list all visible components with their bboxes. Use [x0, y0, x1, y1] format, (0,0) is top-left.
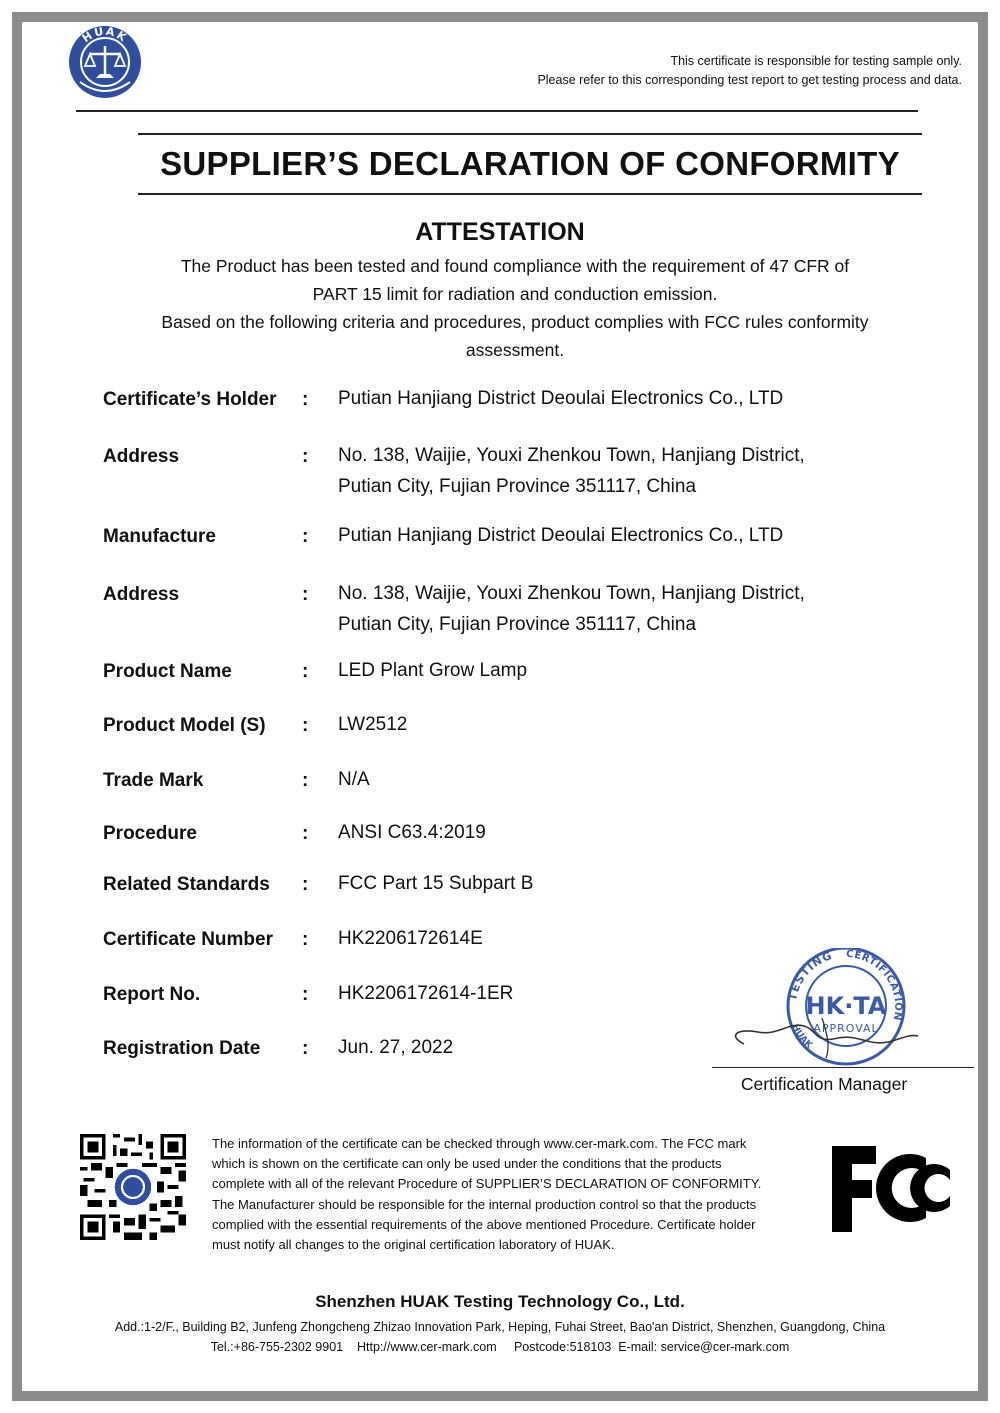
field-colon: : [302, 446, 309, 467]
field-colon: : [302, 1038, 309, 1059]
attestation-line-2: PART 15 limit for radiation and conduction emission. [312, 284, 718, 304]
info-paragraph [212, 1134, 826, 1255]
stamp-top-right: CERTIFICATION [845, 948, 904, 1022]
header-rule [76, 110, 918, 112]
notice-line-2: Please refer to this corresponding test report to get testing process and data. [537, 73, 962, 87]
field-label: Address [103, 584, 180, 605]
title-rule-bottom [138, 193, 922, 195]
header-notice [537, 52, 962, 90]
field-label: Report No. [103, 984, 201, 1005]
field-label: Trade Mark [103, 770, 204, 791]
field-value: HK2206172614E [338, 928, 483, 949]
field-label: Procedure [103, 823, 197, 844]
info-line: The Manufacturer should be responsible for the internal production control so that the products [212, 1196, 757, 1212]
field-label: Product Name [103, 661, 232, 682]
stamp-center: HK·TA [805, 992, 887, 1020]
field-value: Putian Hanjiang District Deoulai Electronics Co., LTD [338, 388, 784, 409]
field-value: Jun. 27, 2022 [338, 1037, 454, 1058]
field-label: Product Model (S) [103, 715, 266, 736]
info-line: The information of the certificate can be checked through www.cer-mark.com. The FCC mark [212, 1136, 747, 1151]
page-title: SUPPLIER’S DECLARATION OF CONFORMITY [160, 145, 900, 182]
field-label: Related Standards [103, 874, 270, 895]
field-value: LED Plant Grow Lamp [338, 660, 528, 681]
signature-label: Certification Manager [740, 1074, 908, 1094]
info-line: which is shown on the certificate can only be used under the conditions that the products [212, 1156, 722, 1172]
field-colon: : [302, 389, 309, 410]
info-line: complete with all of the relevant Procedure of SUPPLIER’S DECLARATION OF CONFORMITY. [212, 1176, 762, 1192]
field-colon: : [302, 770, 309, 791]
title-rule-top [138, 133, 922, 135]
attestation-line-4: assessment. [465, 340, 565, 360]
field-label: Certificate’s Holder [103, 389, 277, 410]
stamp-sub: APPROVAL [813, 1022, 879, 1035]
field-value: N/A [338, 769, 370, 790]
field-colon: : [302, 715, 309, 736]
footer-address: Add.:1-2/F., Building B2, Junfeng Zhongcheng Zhizao Innovation Park, Heping, Fuhai Street, Bao'an District, Shenzhen, Guangdong, China [114, 1320, 886, 1334]
qr-code [80, 1134, 186, 1240]
field-label: Address [103, 446, 180, 467]
field-label: Certificate Number [103, 929, 273, 950]
field-colon: : [302, 584, 309, 605]
field-colon: : [302, 823, 309, 844]
notice-line-1: This certificate is responsible for testing sample only. [670, 54, 962, 68]
field-colon: : [302, 874, 309, 895]
field-colon: : [302, 929, 309, 950]
field-value: FCC Part 15 Subpart B [338, 873, 534, 894]
field-value: Putian Hanjiang District Deoulai Electronics Co., LTD [338, 525, 784, 546]
field-colon: : [302, 661, 309, 682]
stamp-top-left: TESTING [786, 948, 835, 1002]
attestation-line-3: Based on the following criteria and procedures, product complies with FCC rules conformity [161, 312, 869, 332]
stamp-left: HUAK [789, 1022, 814, 1051]
info-line: must notify all changes to the original certification laboratory of HUAK. [212, 1237, 615, 1253]
field-colon: : [302, 984, 309, 1005]
attestation-text [120, 252, 910, 364]
field-value: HK2206172614-1ER [338, 983, 514, 1004]
field-label: Registration Date [103, 1038, 261, 1059]
huak-logo [66, 24, 144, 104]
signature-line [712, 1067, 974, 1068]
attestation-heading: ATTESTATION [415, 218, 585, 246]
attestation-line-1: The Product has been tested and found compliance with the requirement of 47 CFR of [180, 256, 850, 276]
footer-company: Shenzhen HUAK Testing Technology Co., Ltd. [315, 1292, 685, 1311]
field-value: ANSI C63.4:2019 [338, 822, 486, 843]
info-line: complied with the essential requirements of the above mentioned Procedure. Certificate holder [212, 1216, 756, 1232]
fcc-logo [830, 1140, 952, 1236]
svg-text:HUAK [789, 1023, 814, 1052]
approval-stamp [718, 948, 928, 1068]
field-value: LW2512 [338, 714, 408, 735]
footer-contact: Tel.:+86-755-2302 9901 Http://www.cer-mark.com Postcode:518103 E-mail: service@cer-mark.com [210, 1340, 790, 1354]
logo-text: HUAK [79, 24, 131, 46]
field-colon: : [302, 526, 309, 547]
field-value: No. 138, Waijie, Youxi Zhenkou Town, Hanjiang District, Putian City, Fujian Province 351117, China [338, 445, 805, 497]
field-value: No. 138, Waijie, Youxi Zhenkou Town, Hanjiang District, Putian City, Fujian Province 351117, China [338, 583, 805, 635]
field-label: Manufacture [103, 526, 216, 547]
